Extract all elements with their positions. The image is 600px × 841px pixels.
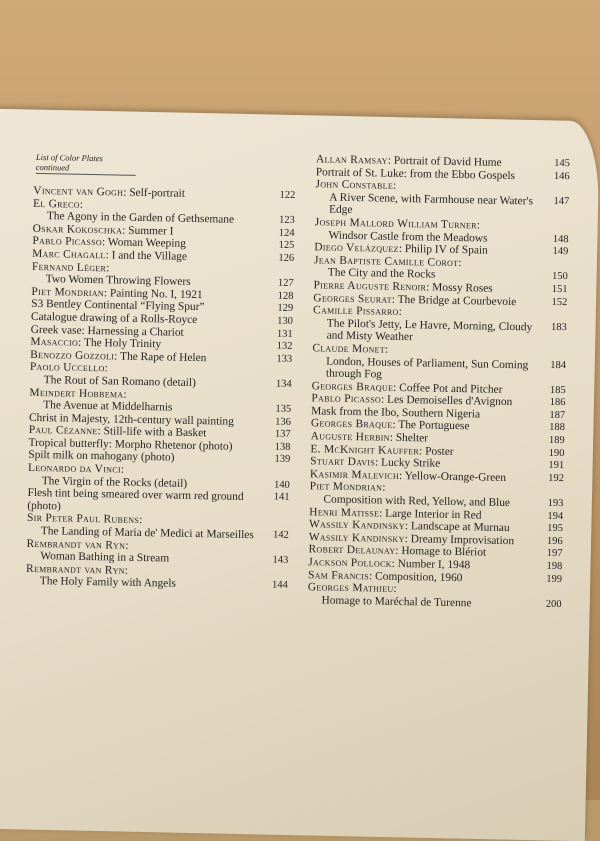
plate-entry: Vincent van Gogh: Self-portrait 122 xyxy=(33,184,296,201)
plate-entry: Meindert Hobbema: xyxy=(29,386,127,401)
page-number: 138 xyxy=(274,441,291,453)
plate-title: Self-portrait xyxy=(129,186,186,200)
plate-entry: Georges Seurat: The Bridge at Courbevoie 152 xyxy=(313,291,568,308)
plate-title: Still-life with a Basket xyxy=(103,425,207,440)
page-number: 150 xyxy=(551,271,568,283)
artist-name: Piet Mondrian xyxy=(31,285,105,300)
plate-title: Portrait of David Hume xyxy=(393,154,502,169)
plate-title: Poster xyxy=(425,445,454,458)
plate-entry: Camille Pissarro: xyxy=(312,304,402,319)
artist-name: Claude Monet xyxy=(312,342,386,356)
page-number: 187 xyxy=(549,409,566,422)
artist-name: Meindert Hobbema xyxy=(29,386,124,401)
plate-entry: Robert Delaunay: Homage to Blériot 197 xyxy=(308,543,563,560)
page-number: 200 xyxy=(545,598,562,610)
page-number: 183 xyxy=(550,321,567,333)
artist-name: Pablo Picasso xyxy=(311,392,382,406)
page-number: 152 xyxy=(551,296,568,308)
plate-title: Dreamy Improvisation xyxy=(410,533,515,547)
plate-title: The City and the Rocks xyxy=(327,266,436,281)
page-number: 193 xyxy=(547,497,564,510)
plate-entry: Leonardo da Vinci: xyxy=(27,461,125,476)
artist-name: Leonardo da Vinci xyxy=(27,461,122,476)
plate-title: The Bridge at Courbevoie xyxy=(397,293,517,308)
page-number: 139 xyxy=(274,454,291,466)
page-number: 124 xyxy=(278,227,295,239)
artist-name: Oskar Kokoschka xyxy=(32,222,123,237)
plate-entry: Stuart Davis: Lucky Strike 191 xyxy=(310,455,565,472)
plate-title: The Pilot's Jetty, Le Havre, Morning, Cloudy and Misty Weather xyxy=(326,317,533,344)
artist-name: E. McKnight Kauffer xyxy=(310,442,420,457)
artist-name: Vincent van Gogh xyxy=(33,184,124,199)
plate-entry: Kasimir Malevich: Yellow-Orange-Green 192 xyxy=(309,468,565,484)
artist-name: Marc Chagall xyxy=(32,247,106,262)
plate-entry: Pierre Auguste Renoir: Mossy Roses 151 xyxy=(313,279,568,296)
page-number: 199 xyxy=(546,573,563,585)
page-number: 137 xyxy=(274,428,291,441)
artist-name: Paul Cézanne xyxy=(28,424,98,438)
page-number: 191 xyxy=(548,460,565,472)
page-number: 151 xyxy=(551,283,568,296)
plate-title: Summer I xyxy=(128,224,174,238)
plate-title: London, Houses of Parliament, Sun Coming through Fog xyxy=(325,355,529,381)
plate-title: The Holy Trinity xyxy=(83,337,162,351)
artist-name: Jean Baptiste Camille Corot xyxy=(313,254,459,269)
plate-title: Portrait of St. Luke: from the Ebbo Gospels xyxy=(315,165,516,182)
plate-title: Woman Bathing in a Stream xyxy=(40,550,170,565)
artist-name: Rembrandt van Ryn xyxy=(25,562,125,577)
plate-title: The Rape of Helen xyxy=(119,350,207,364)
plate-title: Homage to Maréchal de Turenne xyxy=(321,594,472,610)
plate-title: Tropical butterfly: Morpho Rhetenor (photo) xyxy=(28,436,233,453)
artist-name: Joseph Mallord William Turner xyxy=(314,216,477,232)
plate-title: The Agony in the Garden of Gethsemane xyxy=(46,210,235,226)
artist-name: Wassily Kandinsky xyxy=(308,518,406,533)
plate-entry: Henri Matisse: Large Interior in Red 194 xyxy=(309,505,564,522)
plate-entry: Wassily Kandinsky: Dreamy Improvisation 196 xyxy=(308,531,563,547)
artist-name: Stuart Davis xyxy=(310,455,376,469)
plate-title: Mossy Roses xyxy=(432,281,493,295)
page-number: 132 xyxy=(276,340,293,353)
plate-title: The Rout of San Romano (detail) xyxy=(43,374,196,389)
plate-entry: Auguste Herbin: Shelter 189 xyxy=(310,430,565,447)
artist-name: Camille Pissarro xyxy=(312,304,399,319)
artist-name: Paolo Uccello xyxy=(29,361,105,375)
plate-entry: Rembrandt van Ryn: xyxy=(26,537,129,552)
plate-entry: Claude Monet: xyxy=(312,342,389,356)
plate-title: S3 Bentley Continental “Flying Spur” xyxy=(31,298,205,314)
plate-title: Composition, 1960 xyxy=(374,570,463,584)
right-column xyxy=(307,153,570,611)
plate-entry: Rembrandt van Ryn: xyxy=(25,562,129,577)
plate-title: Flesh tint being smeared over warm red ground (photo) xyxy=(27,487,244,513)
artist-name: Georges Braque xyxy=(311,379,394,394)
artist-name: Rembrandt van Ryn xyxy=(26,537,126,552)
page-number: 127 xyxy=(277,277,294,290)
artist-name: Jackson Pollock xyxy=(308,556,392,570)
page-number: 147 xyxy=(553,195,570,207)
plate-entry: Wassily Kandinsky: Landscape at Murnau 195 xyxy=(308,518,564,535)
page-number: 134 xyxy=(275,378,292,390)
page-number: 135 xyxy=(275,403,292,415)
page-number: 128 xyxy=(277,290,294,302)
page-number: 148 xyxy=(552,233,569,245)
artist-name: Kasimir Malevich xyxy=(309,468,400,482)
page-number: 194 xyxy=(547,510,564,522)
plate-title: Yellow-Orange-Green xyxy=(404,469,507,484)
page-number: 125 xyxy=(278,239,295,252)
page-number: 141 xyxy=(273,491,290,504)
page-number: 189 xyxy=(548,434,565,447)
plate-title: The Avenue at Middelharnis xyxy=(43,399,173,414)
plate-title: Woman Weeping xyxy=(107,236,186,251)
artist-name: El Greco xyxy=(33,197,80,211)
plate-entry: Diego Velázquez: Philip IV of Spain 149 xyxy=(314,241,569,258)
plate-title: Windsor Castle from the Meadows xyxy=(328,229,488,245)
artist-name: Masaccio xyxy=(30,335,79,349)
plate-title: Coffee Pot and Pitcher xyxy=(399,381,503,396)
plate-entry: Joseph Mallord William Turner: xyxy=(314,216,481,232)
plate-entry: Georges Braque: Coffee Pot and Pitcher 185 xyxy=(311,379,566,396)
page-number: 192 xyxy=(548,472,565,484)
plate-title: Two Women Throwing Flowers xyxy=(45,273,191,289)
plate-entry: Georges Braque: The Portuguese 188 xyxy=(310,417,566,434)
plate-entry: Sam Francis: Composition, 1960 199 xyxy=(307,568,563,585)
plate-entry: Fernand Léger: xyxy=(31,260,110,274)
page-number: 122 xyxy=(279,189,296,201)
plate-entry: Paolo Uccello: xyxy=(29,361,108,375)
plate-entry: Paul Cézanne: Still-life with a Basket 137 xyxy=(28,424,291,441)
page-number: 123 xyxy=(278,214,295,227)
page-number: 145 xyxy=(554,157,571,170)
left-column xyxy=(26,185,296,593)
plate-title: The Virgin of the Rocks (detail) xyxy=(41,474,188,490)
plate-title: Landscape at Murnau xyxy=(410,520,510,535)
artist-name: Fernand Léger xyxy=(31,260,107,274)
artist-name: John Constable xyxy=(315,178,394,192)
page-number: 186 xyxy=(549,397,566,409)
artist-name: Auguste Herbin xyxy=(310,430,390,444)
plate-title: Spilt milk on mahogany (photo) xyxy=(28,449,175,465)
artist-name: Allan Ramsay xyxy=(315,153,388,167)
plate-entry: Georges Mathieu: xyxy=(307,581,397,596)
artist-name: Henri Matisse xyxy=(309,505,380,520)
page-number: 140 xyxy=(273,479,290,491)
plate-entry: Benozzo Gozzoli: The Rape of Helen 133 xyxy=(30,348,293,365)
page-number: 130 xyxy=(277,315,294,327)
plate-title: Number I, 1948 xyxy=(397,557,471,572)
plate-title: Painting No. I, 1921 xyxy=(109,287,203,301)
plate-title: Greek vase: Harnessing a Chariot xyxy=(30,323,184,339)
plate-title: Shelter xyxy=(395,431,429,445)
plate-entry: Pablo Picasso: Les Demoiselles d'Avignon 186 xyxy=(311,392,566,409)
artist-name: Piet Mondrian xyxy=(309,480,383,495)
plate-title: Lucky Strike xyxy=(380,456,441,470)
artist-name: Georges Braque xyxy=(310,417,393,432)
artist-name: Wassily Kandinsky xyxy=(308,531,405,545)
plate-title: Composition with Red, Yellow, and Blue xyxy=(323,493,511,510)
artist-name: Sir Peter Paul Rubens xyxy=(26,512,140,527)
plate-entry: Sir Peter Paul Rubens: xyxy=(26,512,143,527)
artist-name: Robert Delaunay xyxy=(308,543,396,558)
page-number: 190 xyxy=(548,447,565,459)
plate-title: A River Scene, with Farmhouse near Water's Edge xyxy=(328,191,534,217)
page-number: 133 xyxy=(276,353,293,365)
plate-title: The Holy Family with Angels xyxy=(39,575,177,591)
page-number: 149 xyxy=(552,246,569,258)
plate-entry: El Greco: xyxy=(33,197,84,211)
plate-entry: Jean Baptiste Camille Corot: xyxy=(313,254,462,269)
page-number: 185 xyxy=(549,384,566,396)
artist-name: Pierre Auguste Renoir xyxy=(313,279,427,294)
plate-title: The Landing of Maria de' Medici at Marseilles xyxy=(40,525,254,542)
page-number: 188 xyxy=(549,422,566,434)
plate-title: The Portuguese xyxy=(398,419,470,433)
plate-title: Christ in Majesty, 12th-century wall painting xyxy=(28,411,234,428)
plate-entry: E. McKnight Kauffer: Poster 190 xyxy=(310,442,565,459)
page-number: 195 xyxy=(547,523,564,535)
page-number: 144 xyxy=(271,579,288,592)
plate-entry: Jackson Pollock: Number I, 1948 198 xyxy=(308,556,563,573)
plate-title: Large Interior in Red xyxy=(385,507,482,522)
artist-name: Pablo Picasso xyxy=(32,235,103,249)
page-number: 143 xyxy=(272,554,289,567)
page-number: 142 xyxy=(272,529,289,541)
page-number: 146 xyxy=(553,170,570,182)
page-number: 196 xyxy=(546,535,563,547)
plate-entry: Oskar Kokoschka: Summer I 124 xyxy=(32,222,295,239)
artist-name: Diego Velázquez xyxy=(314,241,399,256)
artist-name: Georges Mathieu xyxy=(307,581,394,596)
artist-name: Benozzo Gozzoli xyxy=(30,348,115,363)
plate-title: Catalogue drawing of a Rolls-Royce xyxy=(30,310,198,326)
page-number: 129 xyxy=(277,302,294,315)
page-number: 198 xyxy=(546,560,563,573)
page-number: 197 xyxy=(546,548,563,560)
plate-title: Homage to Blériot xyxy=(401,545,487,560)
plate-entry: Pablo Picasso: Woman Weeping 125 xyxy=(32,235,295,252)
page-number: 126 xyxy=(278,252,295,264)
plate-entry: John Constable: xyxy=(315,178,397,193)
plate-title: Philip IV of Spain xyxy=(404,243,488,257)
artist-name: Georges Seurat xyxy=(313,291,392,306)
plate-entry: Piet Mondrian: Painting No. I, 1921 128 xyxy=(31,285,294,302)
plate-entry: Marc Chagall: I and the Village 126 xyxy=(32,247,295,264)
plate-entry: Piet Mondrian: xyxy=(309,480,386,495)
artist-name: Sam Francis xyxy=(307,568,370,582)
plate-title: I and the Village xyxy=(111,249,188,263)
plate-entry: Masaccio: The Holy Trinity 132 xyxy=(30,335,293,353)
page-number: 136 xyxy=(275,416,292,428)
page-header: List of Color Plates continued xyxy=(36,152,136,176)
plate-title: Mask from the Ibo, Southern Nigeria xyxy=(311,405,481,421)
plate-entry: Allan Ramsay: Portrait of David Hume 145 xyxy=(315,153,571,170)
page-number: 184 xyxy=(550,359,567,371)
plate-title: Les Demoiselles d'Avignon xyxy=(386,393,513,409)
page-number: 131 xyxy=(276,328,293,340)
